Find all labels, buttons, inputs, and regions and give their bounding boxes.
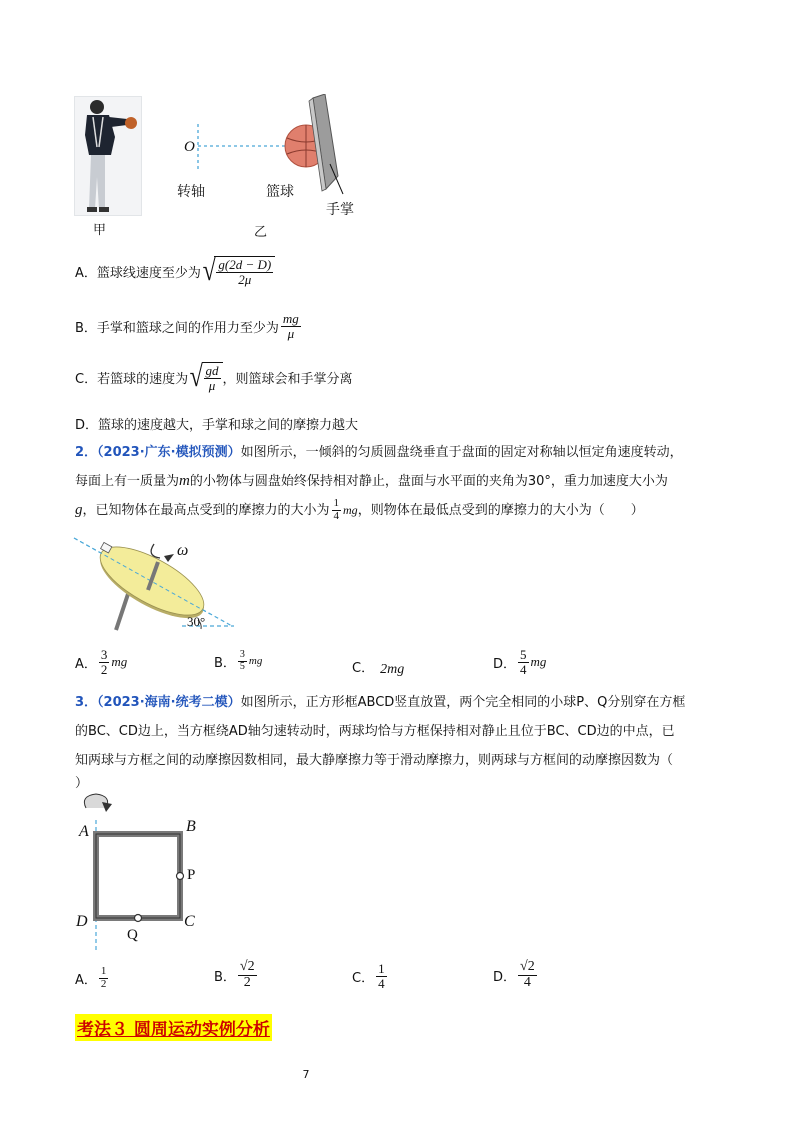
figure-1-photo [74, 96, 142, 216]
q1-option-b-text: B．手掌和篮球之间的作用力至少为 [75, 320, 279, 336]
q3-label-b: B [186, 818, 196, 835]
q3-line-2: 的BC、CD边上，当方框绕AD轴匀速转动时，两球均恰与方框保持相对静止且位于BC、CD边的中点，已 [75, 724, 675, 739]
q1-option-c-suffix: ，则篮球会和手掌分离 [222, 371, 353, 387]
q2-option-d[interactable]: D． $\frac{5}{4}$ mg [493, 647, 547, 677]
q2-disk-figure [70, 532, 250, 638]
q2-option-a[interactable]: A． $\frac{3}{2}$ mg [75, 647, 128, 677]
figure-1-label-yi: 乙 [254, 225, 268, 240]
q3-option-c[interactable]: C． $\frac{1}{4}$ [352, 961, 385, 991]
fraction: $\frac{3}{5}$ [239, 649, 245, 672]
q3-label-d: D [76, 913, 88, 930]
fraction: $\frac{1}{4}$ [378, 961, 385, 991]
q3-label-p: P [187, 867, 196, 883]
fraction: $\frac{3}{2}$ [100, 647, 108, 677]
q2-option-c[interactable]: C． 2mg [352, 660, 405, 677]
q3-line-4: ） [75, 776, 89, 791]
figure-1-label-ball: 篮球 [266, 184, 294, 200]
fraction: $\frac{5}{4}$ [520, 647, 527, 677]
question-3-text [75, 688, 735, 793]
sqrt-expression: √ $\frac{gd}{\mu}$ [188, 362, 222, 392]
figure-1-label-o: O [184, 139, 195, 155]
q3-option-d[interactable]: D． $\frac{√2}{4}$ [493, 959, 535, 990]
q1-option-c-text: C．若篮球的速度为 [75, 371, 189, 387]
player-photo-illustration [75, 97, 141, 215]
figure-1-label-palm: 手掌 [326, 202, 354, 218]
q2-line-3: g ，已知物体在最高点受到的摩擦力的大小为 $\frac{1}{4}$ mg ，则物体在最低点受到的摩擦力的大小为（ ） [75, 497, 644, 522]
q3-label-q: Q [127, 927, 138, 943]
q3-line-3: 知两球与方框之间的动摩擦因数相同，最大静摩擦力等于滑动摩擦力，则两球与方框间的动摩擦因数为（ [75, 753, 674, 768]
fraction: $\frac{1}{4}$ [333, 497, 340, 522]
q2-line-1: 2．（2023·广东·模拟预测）如图所示，一倾斜的匀质圆盘绕垂直于盘面的固定对称轴以恒定角速度转动， [75, 445, 683, 460]
figure-1-label-axis: 转轴 [177, 184, 205, 200]
section-heading: 考法３ 圆周运动实例分析 [75, 1014, 272, 1041]
q2-omega-label: ω [177, 542, 189, 559]
q2-option-b[interactable]: B． $\frac{3}{5}$ mg [214, 649, 263, 672]
q3-line-1: 3．（2023·海南·统考二模）如图所示，正方形框ABCD竖直放置，两个完全相同的小球P、Q分别穿在方框 [75, 695, 686, 710]
figure-1-label-jia: 甲 [93, 223, 107, 238]
fraction: $\frac{1}{2}$ [100, 965, 107, 990]
q1-option-a-text: A．篮球线速度至少为 [75, 265, 201, 281]
page-number: 7 [302, 1068, 310, 1081]
q3-label-a: A [79, 823, 89, 840]
q1-option-d[interactable]: D．篮球的速度越大，手掌和球之间的摩擦力越大 [75, 418, 359, 433]
question-2-text [75, 438, 735, 525]
fraction: $\frac{mg}{\mu}$ [282, 311, 299, 341]
fraction: $\frac{√2}{4}$ [520, 959, 535, 990]
q3-option-a[interactable]: A． $\frac{1}{2}$ [75, 965, 107, 990]
q3-label-c: C [184, 913, 195, 930]
q1-option-b[interactable] [75, 312, 303, 340]
q3-option-b[interactable]: B． $\frac{√2}{2}$ [214, 959, 255, 990]
q2-angle-label: 30° [187, 614, 206, 629]
q1-option-c[interactable] [75, 362, 353, 392]
q1-option-a[interactable] [75, 256, 275, 286]
fraction: $\frac{√2}{2}$ [239, 959, 255, 990]
q2-line-2: 每面上有一质量为m的小物体与圆盘始终保持相对静止，盘面与水平面的夹角为30°，重力加速度大小为 [75, 473, 668, 489]
sqrt-expression: √ $\frac{g(2d - D)}{2\mu}$ [201, 256, 275, 286]
